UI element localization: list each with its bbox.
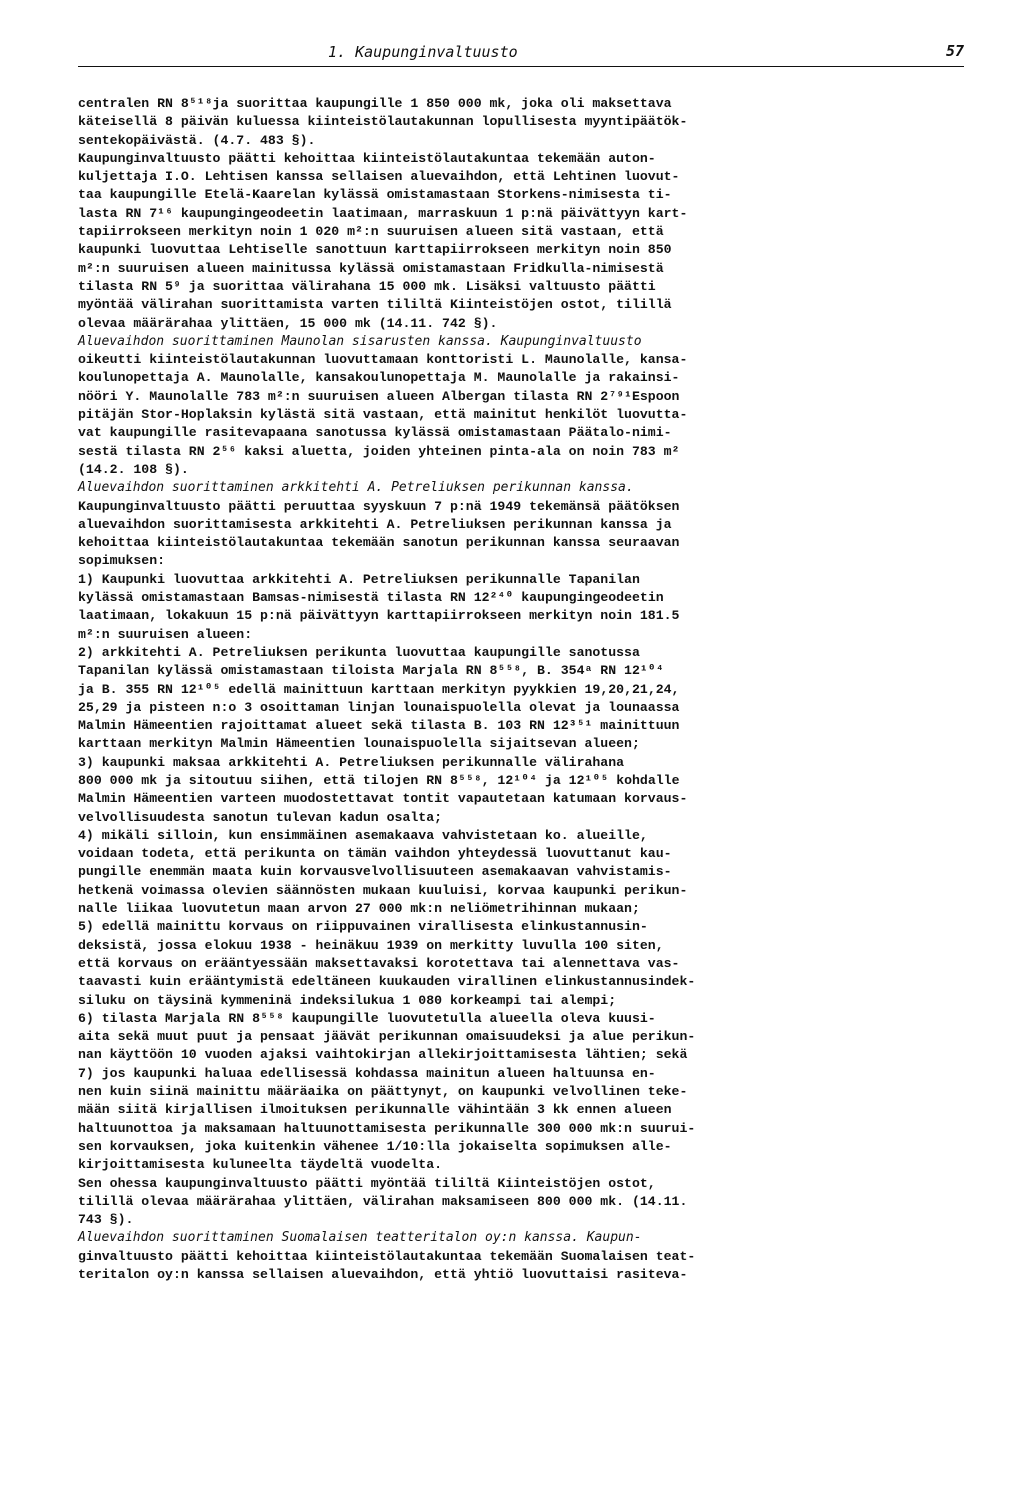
section-heading-line: Aluevaihdon suorittaminen arkkitehti A. Petreliuksen perikunnan kanssa. (78, 480, 634, 496)
text-line: 7) jos kaupunki haluaa edellisessä kohdassa mainitun alueen haltuunsa en- (78, 1065, 656, 1081)
text-line: että korvaus on erääntyessään maksettavaksi korotettava tai alennettava vas- (78, 955, 680, 971)
text-line: teritalon oy:n kanssa sellaisen aluevaihdon, että yhtiö luovuttaisi rasiteva- (78, 1267, 688, 1282)
text-line: nan käyttöön 10 vuoden ajaksi vaihtokirjan allekirjoittamisesta lähtien; sekä (78, 1047, 688, 1063)
text-line: 3) kaupunki maksaa arkkitehti A. Petreliuksen perikunnalle välirahana (78, 754, 625, 770)
text-line: mään siitä kirjallisen ilmoituksen perikunnalle vähintään 3 kk ennen alueen (78, 1102, 672, 1118)
text-line: (14.2. 108 §). (78, 461, 189, 477)
text-line: myöntää välirahan suorittamista varten tililtä Kiinteistöjen ostot, tilillä (78, 297, 672, 313)
text-line: Tapanilan kylässä omistamastaan tiloista Marjala RN 8⁵⁵⁸, B. 354ᵃ RN 12¹⁰⁴ (78, 663, 664, 679)
text-line: pungille enemmän maata kuin korvausvelvollisuuteen asemakaavan vahvistamis- (78, 864, 672, 880)
text-line: 6) tilasta Marjala RN 8⁵⁵⁸ kaupungille luovutetulla alueella oleva kuusi- (78, 1010, 656, 1026)
text-line: Kaupunginvaltuusto päätti kehoittaa kiinteistölautakuntaa tekemään auton- (78, 150, 656, 166)
text-line: aluevaihdon suorittamisesta arkkitehti A. Petreliuksen perikunnan kanssa ja (78, 516, 672, 532)
text-line: voidaan todeta, että perikunta on tämän vaihdon yhteydessä luovuttanut kau- (78, 846, 672, 862)
text-line: kylässä omistamastaan Bamsas-nimisestä tilasta RN 12²⁴⁰ kaupungingeodeetin (78, 590, 664, 606)
page-number: 57 (945, 42, 964, 60)
text-line: hetkenä voimassa olevien säännösten mukaan kuuluisi, korvaa kaupunki perikun- (78, 882, 688, 898)
text-line: 800 000 mk ja sitoutuu siihen, että tilojen RN 8⁵⁵⁸, 12¹⁰⁴ ja 12¹⁰⁵ kohdalle (78, 772, 680, 788)
text-line: tapiirrokseen merkityn noin 1 020 m²:n suuruisen alueen sitä vastaan, että (78, 224, 664, 240)
text-line: käteisellä 8 päivän kuluessa kiinteistölautakunnan lopullisesta myyntipäätök- (78, 114, 688, 130)
text-line: sestä tilasta RN 2⁵⁶ kaksi aluetta, joiden yhteinen pinta-ala on noin 783 m² (78, 443, 680, 459)
text-line: Malmin Hämeentien varteen muodostettavat tontit vapautetaan katumaan korvaus- (78, 791, 688, 807)
text-line: sentekopäivästä. (4.7. 483 §). (78, 132, 316, 148)
text-line: taa kaupungille Etelä-Kaarelan kylässä omistamastaan Storkens-nimisesta ti- (78, 187, 672, 203)
text-line: karttaan merkityn Malmin Hämeentien lounaispuolella sijaitsevan alueen; (78, 736, 640, 752)
text-line: 2) arkkitehti A. Petreliuksen perikunta luovuttaa kaupungille sanotussa (78, 644, 640, 660)
text-line: sen korvauksen, joka kuitenkin vähenee 1/10:lla jokaiselta sopimuksen alle- (78, 1138, 672, 1154)
text-line: kirjoittamisesta kuluneelta täydeltä vuodelta. (78, 1157, 443, 1173)
text-line: siluku on täysinä kymmeninä indeksilukua 1 080 korkeampi tai alempi; (78, 992, 617, 1008)
text-line: tilasta RN 5⁹ ja suorittaa välirahana 15 000 mk. Lisäksi valtuusto päätti (78, 278, 656, 294)
text-line: 743 §). (78, 1212, 134, 1228)
section-heading-line: Aluevaihdon suorittaminen Maunolan sisarusten kanssa. Kaupunginvaltuusto (78, 333, 642, 349)
text-line: 5) edellä mainittu korvaus on riippuvainen virallisesta elinkustannusin- (78, 919, 648, 935)
text-line: nalle liikaa luovutetun maan arvon 27 000 mk:n neliömetrihinnan mukaan; (78, 901, 640, 917)
text-line: aita sekä muut puut ja pensaat jäävät perikunnan omaisuudeksi ja alue perikun- (78, 1029, 696, 1045)
text-line: Malmin Hämeentien rajoittamat alueet sekä tilasta B. 103 RN 12³⁵¹ mainittuun (78, 718, 680, 734)
text-line: centralen RN 8⁵¹⁸ja suorittaa kaupungille 1 850 000 mk, joka oli maksettava (78, 96, 672, 111)
text-line: kuljettaja I.O. Lehtisen kanssa sellaisen aluevaihdon, että Lehtinen luovut- (78, 169, 680, 185)
text-line: nen kuin siinä mainittu määräaika on päättynyt, on kaupunki velvollinen teke- (78, 1084, 688, 1100)
text-line: 25,29 ja pisteen n:o 3 osoittaman linjan lounaispuolella olevat ja lounaassa (78, 699, 680, 715)
section-heading-line: Aluevaihdon suorittaminen Suomalaisen teatteritalon oy:n kanssa. Kaupun- (78, 1230, 642, 1246)
text-line: ja B. 355 RN 12¹⁰⁵ edellä mainittuun karttaan merkityn pyykkien 19,20,21,24, (78, 681, 680, 697)
text-line: oikeutti kiinteistölautakunnan luovuttamaan konttoristi L. Maunolalle, kansa- (78, 352, 688, 368)
body-text (78, 95, 978, 1284)
text-line: tilillä olevaa määrärahaa ylittäen, välirahan maksamiseen 800 000 mk. (14.11. (78, 1193, 688, 1209)
text-line: vat kaupungille rasitevapaana sanotussa kylässä omistamastaan Päätalo-nimi- (78, 425, 672, 441)
text-line: Kaupunginvaltuusto päätti peruuttaa syyskuun 7 p:nä 1949 tekemänsä päätöksen (78, 498, 680, 514)
text-line: olevaa määrärahaa ylittäen, 15 000 mk (14.11. 742 §). (78, 315, 498, 331)
text-line: laatimaan, lokakuun 15 p:nä päivättyyn karttapiirrokseen merkityn noin 181.5 (78, 608, 680, 624)
text-line: ginvaltuusto päätti kehoittaa kiinteistölautakuntaa tekemään Suomalaisen teat- (78, 1248, 696, 1264)
text-line: velvollisuudesta sanotun tulevan kadun osalta; (78, 809, 443, 825)
text-line: m²:n suuruisen alueen: (78, 626, 253, 642)
text-line: lasta RN 7¹⁶ kaupungingeodeetin laatimaan, marraskuun 1 p:nä päivättyyn kart- (78, 205, 688, 221)
text-line: nööri Y. Maunolalle 783 m²:n suuruisen alueen Albergan tilasta RN 2⁷⁹¹Espoon (78, 388, 680, 404)
text-line: taavasti kuin erääntymistä edeltäneen kuukauden virallinen elinkustannusindek- (78, 974, 696, 990)
text-line: koulunopettaja A. Maunolalle, kansakoulunopettaja M. Maunolalle ja rakainsi- (78, 370, 680, 386)
text-line: kehoittaa kiinteistölautakuntaa tekemään sanotun perikunnan kanssa seuraavan (78, 535, 680, 551)
text-line: haltuunottoa ja maksamaan haltuunottamisesta perikunnalle 300 000 mk:n suurui- (78, 1120, 696, 1136)
text-line: Sen ohessa kaupunginvaltuusto päätti myöntää tililtä Kiinteistöjen ostot, (78, 1175, 656, 1191)
text-line: deksistä, jossa elokuu 1938 - heinäkuu 1939 on merkitty luvulla 100 siten, (78, 937, 664, 953)
text-line: sopimuksen: (78, 553, 166, 569)
text-line: 4) mikäli silloin, kun ensimmäinen asemakaava vahvistetaan ko. alueille, (78, 827, 648, 843)
text-line: kaupunki luovuttaa Lehtiselle sanottuun karttapiirrokseen merkityn noin 850 (78, 242, 672, 258)
header-title: 1. Kaupunginvaltuusto (328, 43, 518, 61)
text-line: pitäjän Stor-Hoplaksin kylästä sitä vastaan, että mainitut henkilöt luovutta- (78, 407, 688, 423)
text-line: 1) Kaupunki luovuttaa arkkitehti A. Petreliuksen perikunnalle Tapanilan (78, 571, 640, 587)
text-line: m²:n suuruisen alueen mainitussa kylässä omistamastaan Fridkulla-nimisestä (78, 260, 664, 276)
running-header (78, 42, 964, 67)
